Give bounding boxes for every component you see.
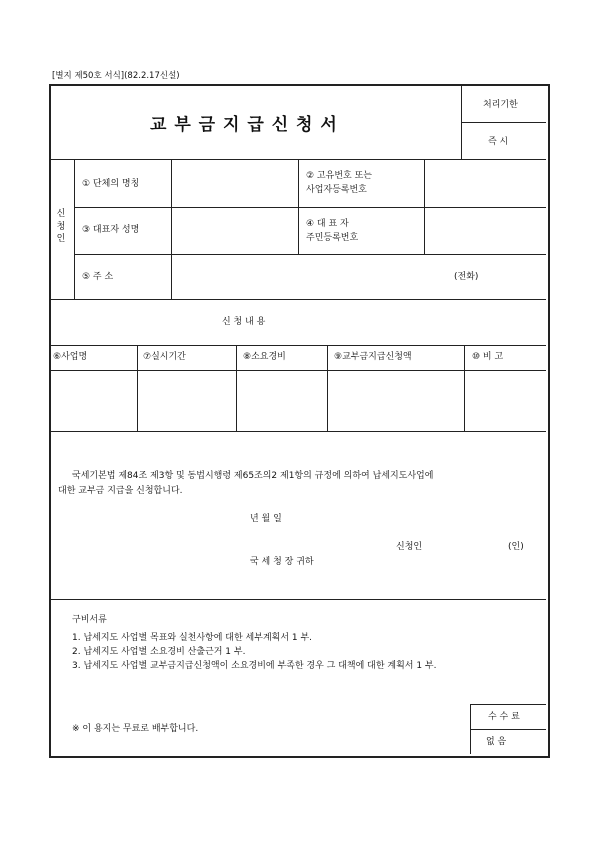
rep-name-field[interactable]: [172, 208, 297, 253]
col-requested-amount: ⑨교부금지급신청액: [334, 352, 412, 362]
org-name-field[interactable]: [172, 160, 297, 206]
remarks-cell[interactable]: [465, 371, 545, 430]
business-number-label: 사업자등록번호: [306, 185, 367, 195]
applicant-label: 신청인: [56, 209, 66, 245]
rep-id-field[interactable]: [425, 208, 545, 253]
statement-line-1: 국세기본법 제84조 제3항 및 동법시행령 제65조의2 제1항의 규정에 의하여 납세지도사업에: [72, 471, 434, 481]
col-project-name: ⑥사업명: [53, 352, 88, 362]
form-title: 교 부 금 지 급 신 청 서: [150, 115, 338, 135]
expenses-cell[interactable]: [237, 371, 326, 430]
rep-name-label: ③ 대표자 성명: [82, 225, 140, 235]
requested-amount-cell[interactable]: [328, 371, 463, 430]
deadline-value: 즉 시: [488, 137, 509, 147]
fee-label: 수 수 료: [488, 712, 520, 722]
footnote: ※ 이 용지는 무료로 배부합니다.: [72, 724, 199, 734]
project-name-cell[interactable]: [52, 371, 136, 430]
fee-value: 없 음: [486, 737, 507, 747]
applicant-sign-label: 신청인: [396, 542, 423, 552]
unique-number-label: ② 고유번호 또는: [306, 171, 372, 181]
col-expenses: ⑧소요경비: [243, 352, 286, 362]
address-label: ⑤ 주 소: [82, 272, 114, 282]
doc-item-3: 3. 납세지도 사업별 교부금지급신청액이 소요경비에 부족한 경우 그 대책에 대한 계획서 1 부.: [72, 661, 437, 671]
org-name-label: ① 단체의 명칭: [82, 179, 140, 189]
doc-item-1: 1. 납세지도 사업별 목표와 실천사항에 대한 세부계획서 1 부.: [72, 633, 313, 643]
statement-line-2: 대한 교부금 지급을 신청합니다.: [58, 486, 183, 496]
content-header: 신 청 내 용: [222, 317, 266, 327]
col-period: ⑦실시기간: [143, 352, 186, 362]
deadline-label: 처리기한: [483, 100, 518, 110]
docs-title: 구비서류: [72, 615, 107, 625]
phone-label: (전화): [454, 272, 479, 282]
doc-item-2: 2. 납세지도 사업별 소요경비 산출근거 1 부.: [72, 647, 246, 657]
unique-number-field[interactable]: [425, 160, 545, 206]
col-remarks: ⑩ 비 고: [472, 352, 504, 362]
address-field[interactable]: [172, 255, 545, 298]
seal-mark: (인): [508, 542, 524, 552]
rep-id-label-2: 주민등록번호: [306, 233, 359, 243]
addressee: 국 세 청 장 귀하: [250, 557, 314, 567]
rep-id-label: ④ 대 표 자: [306, 219, 349, 229]
form-reference: [별지 제50호 서식](82.2.17신설): [52, 71, 180, 81]
period-cell[interactable]: [138, 371, 235, 430]
date-line: 년 월 일: [250, 514, 282, 524]
